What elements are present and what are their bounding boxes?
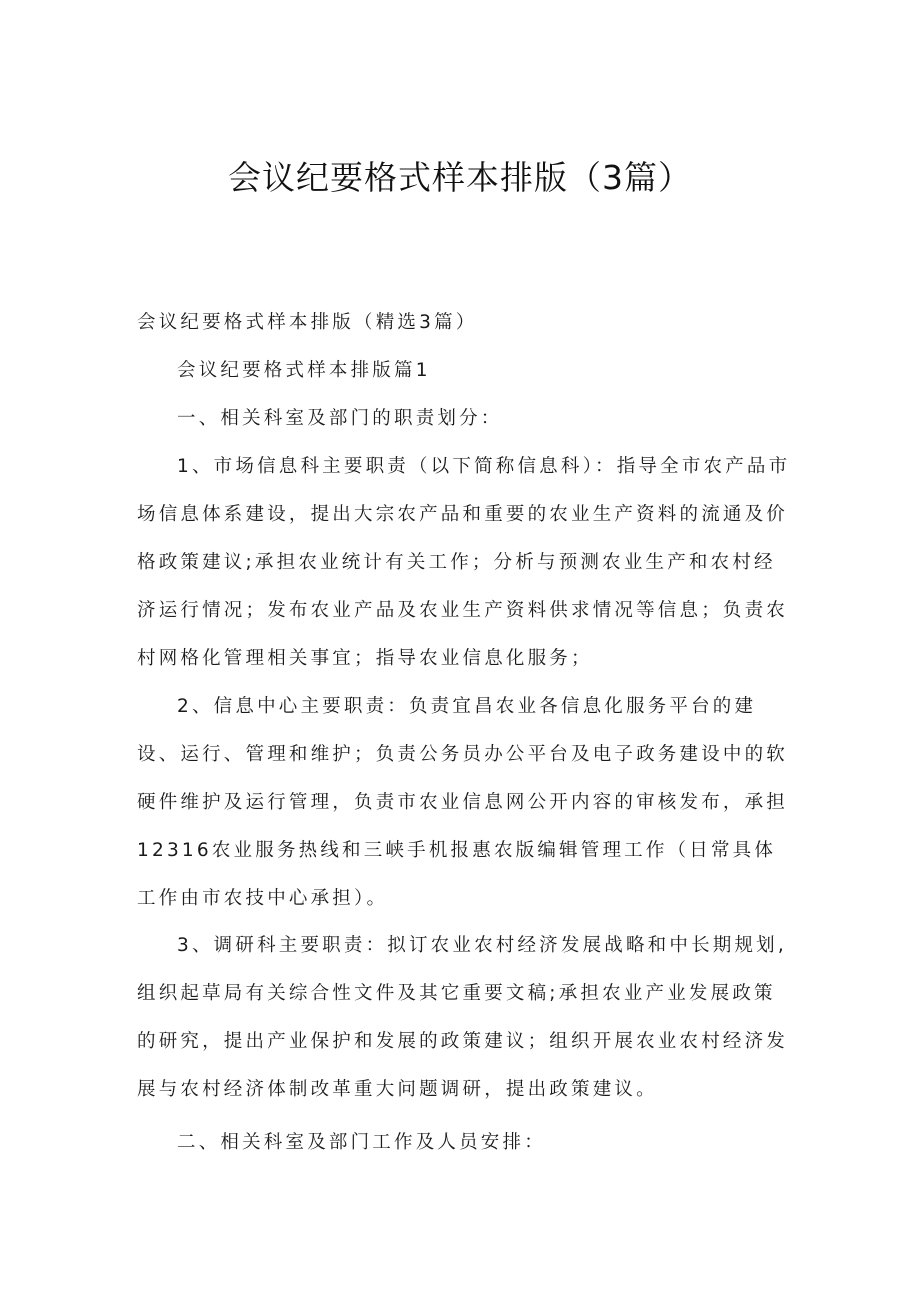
paragraph-2: 2、信息中心主要职责：负责宜昌农业各信息化服务平台的建设、运行、管理和维护；负责公务员办公平台及电子政务建设中的软硬件维护及运行管理，负责市农业信息网公开内容的审核发布，承担12316农业服务热线和三峡手机报惠农版编辑管理工作（日常具体工作由市农技中心承担）。 — [137, 696, 789, 909]
paragraph-3: 3、调研科主要职责：拟订农业农村经济发展战略和中长期规划,组织起草局有关综合性文件及其它重要文稿;承担农业产业发展政策的研究，提出产业保护和发展的政策建议；组织开展农业农村经济发展与农村经济体制改革重大问题调研，提出政策建议。 — [137, 935, 789, 1100]
part-one-heading: 一、相关科室及部门的职责划分： — [177, 408, 503, 429]
document-subtitle: 会议纪要格式样本排版（精选3篇） — [137, 312, 478, 333]
paragraph-1: 1、市场信息科主要职责（以下简称信息科）：指导全市农产品市场信息体系建设，提出大宗农产品和重要的农业生产资料的流通及价格政策建议;承担农业统计有关工作；分析与预测农业生产和农村经济运行情况；发布农业产品及农业生产资料供求情况等信息；负责农村网格化管理相关事宜；指导农业信息化服务； — [137, 456, 791, 669]
section-heading: 会议纪要格式样本排版篇1 — [177, 360, 431, 381]
document-title: 会议纪要格式样本排版（3篇） — [228, 158, 692, 197]
part-two-heading: 二、相关科室及部门工作及人员安排： — [177, 1132, 546, 1153]
